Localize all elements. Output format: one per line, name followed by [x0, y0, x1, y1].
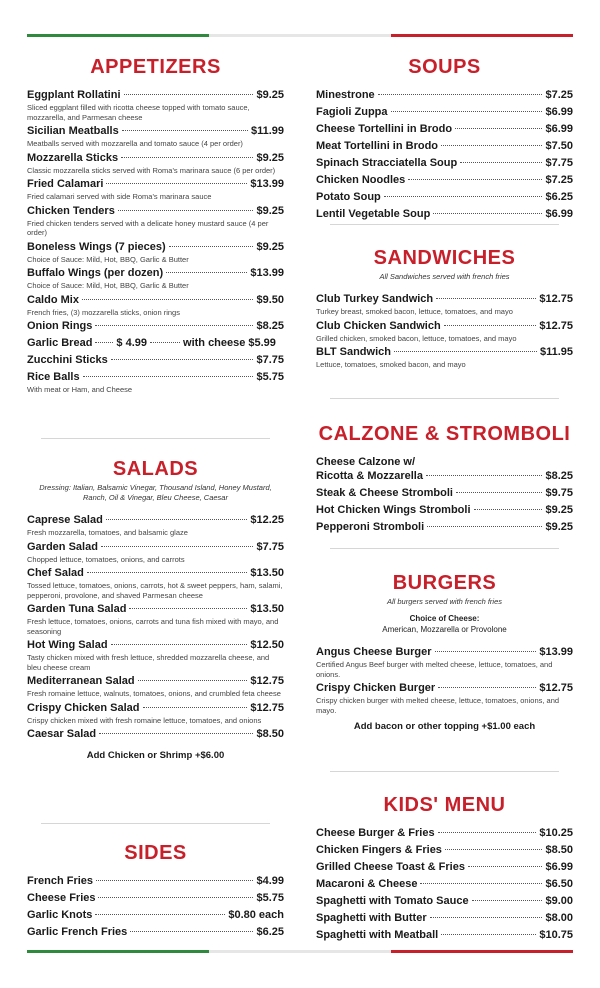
- dot-leader: [460, 162, 542, 163]
- section-divider: [41, 823, 270, 824]
- item-price: $11.99: [250, 125, 284, 137]
- item-price: $9.25: [256, 89, 284, 101]
- menu-item: [27, 370, 284, 395]
- item-name: Cheese Burger & Fries: [316, 827, 435, 839]
- appetizers-list-2: [27, 353, 284, 395]
- item-price: $0.80 each: [228, 909, 284, 921]
- menu-item: [316, 173, 573, 188]
- dot-leader: [420, 883, 542, 884]
- menu-item: [316, 520, 573, 535]
- item-price: $6.99: [545, 106, 573, 118]
- item-price: $9.25: [545, 521, 573, 533]
- item-name: Garlic French Fries: [27, 926, 128, 938]
- item-description: Tossed lettuce, tomatoes, onions, carrots, hot & sweet peppers, ham, salami, pepperoni, provolone, and shaved Parmesan cheese: [27, 581, 283, 600]
- sides-title: SIDES: [124, 842, 187, 864]
- sandwiches-title: SANDWICHES: [373, 247, 516, 269]
- item-price: $10.75: [539, 929, 573, 941]
- menu-item: [27, 353, 284, 368]
- dot-leader: [441, 145, 542, 146]
- dot-leader: [166, 272, 247, 273]
- item-name: Chicken Noodles: [316, 174, 406, 186]
- menu-item: [27, 540, 284, 565]
- item-price: $12.75: [539, 319, 573, 332]
- section-divider: [330, 398, 559, 399]
- item-name: Grilled Cheese Toast & Fries: [316, 861, 465, 873]
- dot-leader: [456, 492, 543, 493]
- item-name: Garden Tuna Salad: [27, 603, 127, 615]
- item-name: Zucchini Sticks: [27, 354, 108, 366]
- salads-list: [27, 513, 284, 742]
- item-name: Club Chicken Sandwich: [316, 319, 441, 332]
- dot-leader: [95, 914, 225, 915]
- menu-item: [316, 681, 573, 715]
- item-name: Angus Cheese Burger: [316, 646, 432, 658]
- dot-leader: [436, 298, 536, 299]
- item-description: Fresh lettuce, tomatoes, onions, carrots and tuna fish mixed with mayo, and seasoning: [27, 617, 279, 636]
- bottom-flag-stripe: [27, 950, 573, 953]
- menu-item: [27, 204, 284, 238]
- item-name: Caesar Salad: [27, 728, 97, 740]
- dot-leader: [430, 917, 543, 918]
- calzone-first-line: Cheese Calzone w/: [316, 456, 416, 468]
- dot-leader: [394, 351, 537, 352]
- item-description: Choice of Sauce: Mild, Hot, BBQ, Garlic & Butter: [27, 254, 189, 264]
- item-name: Spinach Stracciatella Soup: [316, 157, 458, 169]
- item-price: $5.75: [256, 371, 284, 383]
- burgers-title: BURGERS: [392, 572, 497, 594]
- menu-item: [316, 319, 573, 344]
- item-price: $ 4.99: [116, 337, 148, 349]
- item-name: Fagioli Zuppa: [316, 106, 388, 118]
- item-price: $8.50: [256, 728, 284, 740]
- section-divider: [330, 548, 559, 549]
- item-price: $6.50: [545, 878, 573, 890]
- item-price: $12.75: [539, 682, 573, 694]
- item-name: Mozzarella Sticks: [27, 151, 119, 164]
- item-price: $6.25: [545, 191, 573, 203]
- item-price: $9.50: [256, 293, 284, 306]
- menu-item: [27, 151, 284, 176]
- item-name: Crispy Chicken Burger: [316, 682, 436, 694]
- menu-item: [316, 928, 573, 943]
- menu-item: [316, 826, 573, 841]
- dot-leader: [408, 179, 542, 180]
- menu-item: [27, 240, 284, 265]
- menu-item: [316, 877, 573, 892]
- dot-leader: [130, 931, 253, 932]
- menu-item: [27, 874, 284, 889]
- item-price: $11.95: [539, 346, 573, 358]
- appetizers-list: [27, 88, 284, 334]
- menu-item: [27, 266, 284, 291]
- item-description: Fried chicken tenders served with a delicate honey mustard sauce (4 per order): [27, 218, 269, 237]
- item-price: $13.50: [250, 603, 284, 615]
- dot-leader: [474, 509, 543, 510]
- dot-leader: [441, 934, 536, 935]
- menu-item: [316, 860, 573, 875]
- item-price: $8.25: [545, 470, 573, 482]
- item-name: Mediterranean Salad: [27, 675, 135, 687]
- item-price: $9.25: [256, 204, 284, 217]
- item-description: French fries, (3) mozzarella sticks, onion rings: [27, 307, 180, 317]
- dot-leader: [384, 196, 543, 197]
- menu-item: [27, 513, 284, 538]
- item-price: $13.99: [250, 178, 284, 190]
- dot-leader: [111, 359, 254, 360]
- item-name: Hot Chicken Wings Stromboli: [316, 504, 471, 516]
- item-price: $4.99: [256, 875, 284, 887]
- item-price: $7.50: [545, 140, 573, 152]
- dot-leader: [101, 546, 254, 547]
- item-name: Meat Tortellini in Brodo: [316, 140, 439, 152]
- item-description: Fresh mozzarella, tomatoes, and balsamic glaze: [27, 528, 188, 537]
- soups-list: [316, 88, 573, 222]
- burgers-addon-note: Add bacon or other topping +$1.00 each: [353, 721, 536, 732]
- dot-leader: [455, 128, 542, 129]
- item-price: $9.00: [545, 895, 573, 907]
- item-name: Chef Salad: [27, 567, 84, 579]
- menu-item: [316, 139, 573, 154]
- menu-item: [27, 908, 284, 923]
- menu-item: [316, 469, 573, 484]
- kids-title: KIDS' MENU: [383, 794, 506, 816]
- item-name: Cheese Tortellini in Brodo: [316, 123, 453, 135]
- sandwiches-note: All Sandwiches served with french fries: [379, 272, 510, 281]
- salads-addon-note: Add Chicken or Shrimp +$6.00: [86, 750, 225, 761]
- item-name: Garlic Bread: [27, 337, 93, 349]
- item-price: $7.75: [256, 540, 284, 553]
- item-description: Crispy chicken burger with melted cheese, lettuce, tomatoes, onions, and mayo.: [316, 696, 560, 715]
- item-name: French Fries: [27, 875, 94, 887]
- dot-leader: [82, 299, 254, 300]
- item-name: Pepperoni Stromboli: [316, 521, 425, 533]
- top-flag-stripe: [27, 34, 573, 37]
- dot-leader: [143, 707, 248, 708]
- item-price: $12.75: [250, 701, 284, 714]
- menu-item: [316, 843, 573, 858]
- cheese-choice-values: American, Mozzarella or Provolone: [382, 625, 507, 634]
- burgers-note: All burgers served with french fries: [386, 597, 503, 606]
- item-name: Sicilian Meatballs: [27, 125, 119, 137]
- item-price: $13.99: [250, 267, 284, 279]
- dot-leader: [391, 111, 543, 112]
- item-name: Eggplant Rollatini: [27, 89, 121, 101]
- item-price: $10.25: [539, 827, 573, 839]
- item-name: Spaghetti with Tomato Sauce: [316, 895, 469, 907]
- item-name: Hot Wing Salad: [27, 639, 108, 651]
- item-name: Macaroni & Cheese: [316, 878, 418, 890]
- item-price: $6.99: [545, 208, 573, 220]
- menu-item: [27, 891, 284, 906]
- menu-item: [27, 88, 284, 122]
- item-price: $9.25: [256, 240, 284, 253]
- menu-item: [27, 638, 284, 672]
- dot-leader: [96, 880, 253, 881]
- item-price: $8.00: [545, 912, 573, 924]
- menu-item: [27, 701, 284, 726]
- menu-item: [27, 177, 284, 202]
- section-divider: [330, 224, 559, 225]
- dot-leader: [438, 687, 536, 688]
- appetizers-section: [27, 56, 284, 397]
- menu-item: [316, 207, 573, 222]
- dot-leader: [468, 866, 543, 867]
- item-name: Garden Salad: [27, 540, 98, 553]
- item-name: Minestrone: [316, 89, 375, 101]
- menu-item: [27, 124, 284, 149]
- item-name: BLT Sandwich: [316, 346, 391, 358]
- item-description: Certified Angus Beef burger with melted cheese, lettuce, tomatoes, and onions.: [316, 660, 553, 679]
- item-price: $12.75: [250, 675, 284, 687]
- item-price: $9.25: [256, 151, 284, 164]
- menu-item: [316, 190, 573, 205]
- menu-item: [27, 566, 284, 600]
- menu-item: [27, 727, 284, 742]
- item-price: $5.99: [248, 337, 276, 349]
- item-description: Grilled chicken, smoked bacon, lettuce, tomatoes, and mayo: [316, 333, 517, 343]
- dot-leader: [427, 526, 542, 527]
- item-name: Crispy Chicken Salad: [27, 701, 140, 714]
- dot-leader: [111, 644, 248, 645]
- item-name: Fried Calamari: [27, 178, 104, 190]
- item-name: Potato Soup: [316, 191, 381, 203]
- item-name: Buffalo Wings (per dozen): [27, 267, 164, 279]
- salads-title: SALADS: [112, 458, 199, 480]
- item-price: $8.25: [256, 320, 284, 332]
- menu-item: [316, 486, 573, 501]
- dot-leader: [106, 519, 248, 520]
- item-name: Ricotta & Mozzarella: [316, 470, 423, 482]
- menu-item: [316, 292, 573, 317]
- sandwiches-section: [316, 247, 573, 372]
- menu-item: [316, 894, 573, 909]
- item-name: Club Turkey Sandwich: [316, 293, 434, 305]
- item-name: Rice Balls: [27, 371, 80, 383]
- item-description: Chopped lettuce, tomatoes, onions, and carrots: [27, 554, 185, 564]
- menu-item: [27, 674, 284, 699]
- item-price: $6.99: [545, 123, 573, 135]
- item-name: Spaghetti with Butter: [316, 912, 427, 924]
- item-price: $8.50: [545, 844, 573, 856]
- item-price: $5.75: [256, 892, 284, 904]
- item-price: $9.75: [545, 487, 573, 499]
- dot-leader: [445, 849, 543, 850]
- menu-item: [27, 925, 284, 940]
- dot-leader: [444, 325, 537, 326]
- menu-item: [316, 156, 573, 171]
- dot-leader: [87, 572, 247, 573]
- burgers-section: [316, 572, 573, 732]
- calzone-list: [316, 469, 573, 535]
- item-description: Turkey breast, smoked bacon, lettuce, tomatoes, and mayo: [316, 307, 513, 316]
- dot-leader: [438, 832, 537, 833]
- item-description: Meatballs served with mozzarella and tomato sauce (4 per order): [27, 139, 243, 148]
- kids-list: [316, 826, 573, 943]
- appetizers-title: APPETIZERS: [90, 56, 221, 78]
- item-variant: with cheese: [183, 337, 246, 349]
- menu-item: [316, 105, 573, 120]
- item-name: Boneless Wings (7 pieces): [27, 240, 166, 253]
- menu-item: [316, 122, 573, 137]
- item-price: $6.99: [545, 861, 573, 873]
- item-price: $12.50: [250, 639, 284, 651]
- menu-item: [316, 88, 573, 103]
- item-price: $13.50: [250, 567, 284, 579]
- item-price: $6.25: [256, 926, 284, 938]
- dot-leader: [472, 900, 543, 901]
- dot-leader: [121, 157, 253, 158]
- menu-item-garlic-bread: [27, 336, 284, 351]
- item-description: Crispy chicken mixed with fresh romaine lettuce, tomatoes, and onions: [27, 715, 262, 725]
- menu-item: [316, 345, 573, 370]
- burgers-list: [316, 645, 573, 715]
- item-name: Spaghetti with Meatball: [316, 929, 439, 941]
- dot-leader: [426, 475, 543, 476]
- dot-leader: [435, 651, 537, 652]
- item-price: $9.25: [545, 504, 573, 516]
- dot-leader: [106, 183, 247, 184]
- item-name: Chicken Tenders: [27, 204, 115, 217]
- item-name: Steak & Cheese Stromboli: [316, 487, 453, 499]
- item-description: Choice of Sauce: Mild, Hot, BBQ, Garlic & Butter: [27, 281, 189, 290]
- menu-item: [27, 293, 284, 318]
- salads-section: [27, 458, 284, 761]
- soups-title: SOUPS: [408, 56, 481, 78]
- kids-section: [316, 794, 573, 945]
- item-price: $7.75: [545, 157, 573, 169]
- item-name: Onion Rings: [27, 320, 93, 332]
- item-description: Sliced eggplant filled with ricotta cheese topped with tomato sauce, mozzarella, and Parmesan cheese: [27, 103, 250, 122]
- cheese-choice-label: Choice of Cheese:: [409, 614, 480, 623]
- dot-leader: [378, 94, 543, 95]
- dot-leader: [95, 325, 253, 326]
- item-price: $13.99: [539, 646, 573, 658]
- soups-section: [316, 56, 573, 224]
- section-divider: [41, 438, 270, 439]
- calzone-title: CALZONE & STROMBOLI: [318, 423, 571, 445]
- sides-section: [27, 842, 284, 942]
- dot-leader: [122, 130, 248, 131]
- sandwiches-list: [316, 292, 573, 370]
- item-description: Tasty chicken mixed with fresh lettuce, shredded mozzarella cheese, and bleu cheese cream: [27, 653, 270, 672]
- dot-leader: [118, 210, 254, 211]
- dot-leader: [99, 733, 253, 734]
- salads-dressing-note: Dressing: Italian, Balsamic Vinegar, Thousand Island, Honey Mustard, Ranch, Oil & Vinegar, Bleu Cheese, Caesar: [39, 483, 272, 502]
- item-description: Classic mozzarella sticks served with Roma's marinara sauce (6 per order): [27, 165, 276, 175]
- menu-item: [316, 911, 573, 926]
- item-description: Fresh romaine lettuce, walnuts, tomatoes, onions, and crumbled feta cheese: [27, 689, 281, 698]
- item-name: Chicken Fingers & Fries: [316, 844, 442, 856]
- menu-item: [27, 319, 284, 334]
- item-description: Fried calamari served with side Roma's marinara sauce: [27, 192, 212, 201]
- item-name: Lentil Vegetable Soup: [316, 208, 431, 220]
- item-price: $7.25: [545, 89, 573, 101]
- item-name: Garlic Knots: [27, 909, 93, 921]
- sides-list: [27, 874, 284, 940]
- dot-leader: [83, 376, 254, 377]
- item-price: $7.25: [545, 174, 573, 186]
- menu-item: [316, 645, 573, 679]
- item-description: Lettuce, tomatoes, smoked bacon, and mayo: [316, 360, 466, 369]
- dot-leader: [169, 246, 254, 247]
- calzone-section: [316, 423, 573, 537]
- dot-leader: [433, 213, 542, 214]
- item-name: Caprese Salad: [27, 514, 103, 526]
- item-price: $12.75: [539, 293, 573, 305]
- menu-item: [316, 503, 573, 518]
- item-name: Caldo Mix: [27, 293, 79, 306]
- dot-leader: [129, 608, 247, 609]
- dot-leader: [124, 94, 254, 95]
- item-price: $12.25: [250, 514, 284, 526]
- item-description: With meat or Ham, and Cheese: [27, 385, 133, 394]
- dot-leader: [98, 897, 253, 898]
- item-price: $7.75: [256, 354, 284, 366]
- item-name: Cheese Fries: [27, 892, 96, 904]
- section-divider: [330, 771, 559, 772]
- menu-item: [27, 602, 284, 636]
- dot-leader: [138, 680, 248, 681]
